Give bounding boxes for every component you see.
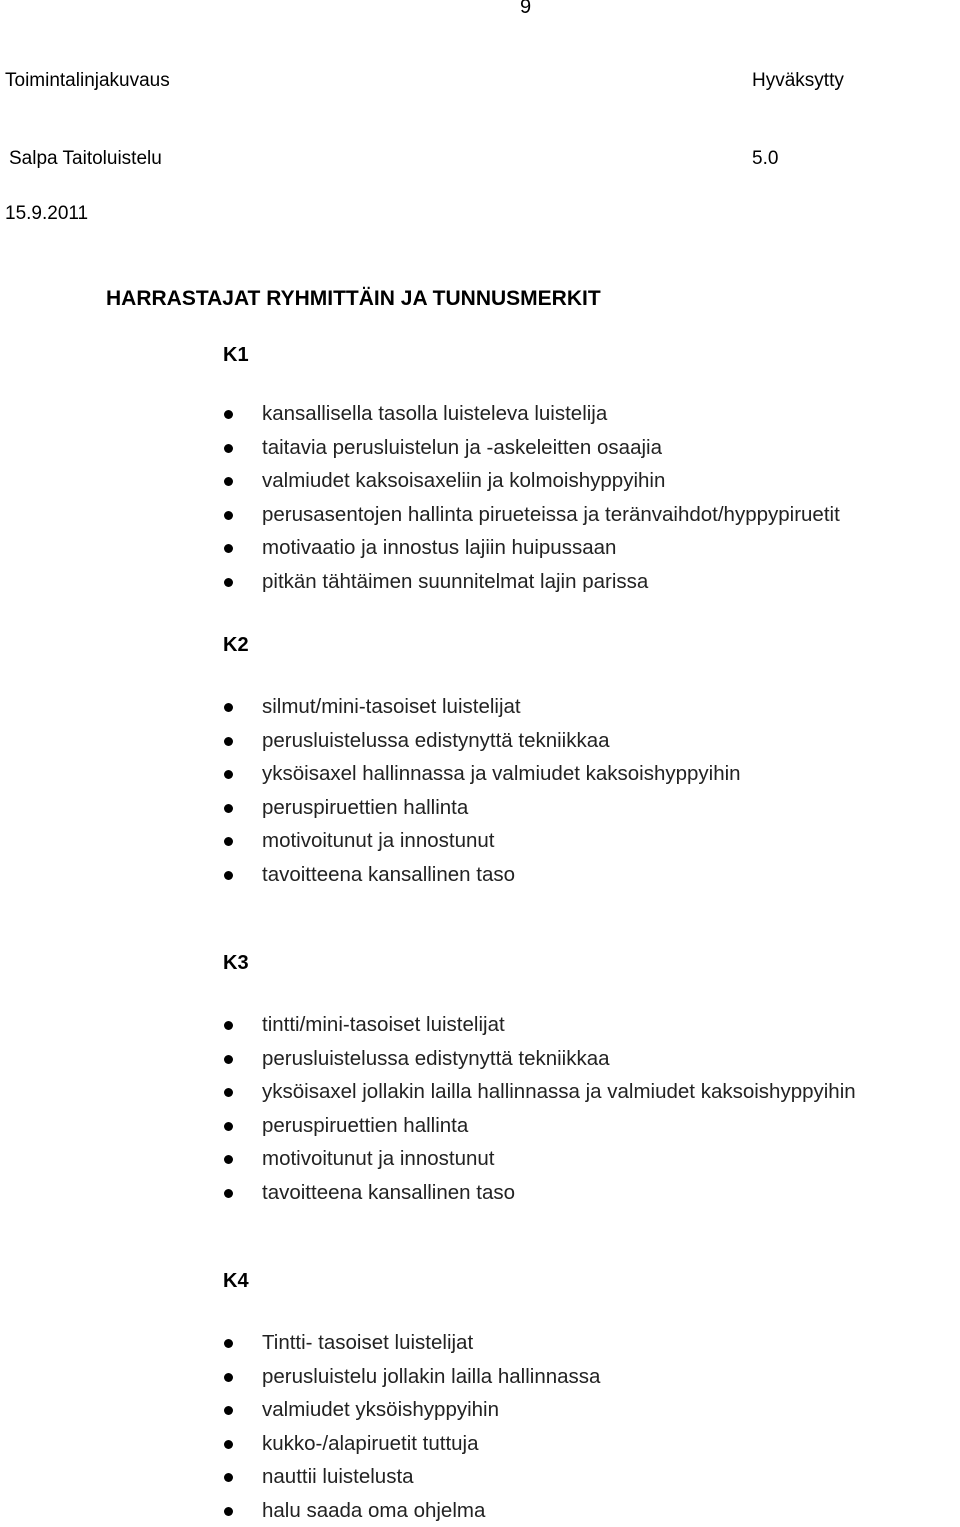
bullet-icon [224, 1122, 233, 1131]
list-item [222, 824, 741, 858]
list-item [222, 397, 840, 431]
list-item [222, 1109, 856, 1143]
group-heading-k3: K3 [223, 952, 249, 975]
group-heading-k4: K4 [223, 1270, 249, 1293]
bullet-icon [224, 1155, 233, 1164]
list-item [222, 1494, 600, 1527]
bullet-icon [224, 770, 233, 779]
group-list-k1 [222, 397, 840, 598]
list-item-text: halu saada oma ohjelma [262, 1499, 485, 1522]
bullet-icon [224, 1021, 233, 1030]
bullet-icon [224, 1406, 233, 1415]
list-item [222, 690, 741, 724]
document-type: Toimintalinjakuvaus [5, 70, 170, 92]
document-version: 5.0 [752, 148, 778, 170]
list-item [222, 1393, 600, 1427]
list-item-text: peruspiruettien hallinta [262, 796, 468, 819]
bullet-icon [224, 1440, 233, 1449]
list-item [222, 1008, 856, 1042]
bullet-icon [224, 578, 233, 587]
group-list-k2 [222, 690, 741, 891]
page-title: HARRASTAJAT RYHMITTÄIN JA TUNNUSMERKIT [106, 287, 601, 311]
list-item [222, 757, 741, 791]
list-item-text: valmiudet kaksoisaxeliin ja kolmoishyppyihin [262, 469, 665, 492]
bullet-icon [224, 703, 233, 712]
bullet-icon [224, 1339, 233, 1348]
list-item-text: motivoitunut ja innostunut [262, 829, 494, 852]
group-heading-k1: K1 [223, 344, 249, 367]
list-item-text: perusasentojen hallinta pirueteissa ja teränvaihdot/hyppypiruetit [262, 503, 840, 526]
list-item-text: kukko-/alapiruetit tuttuja [262, 1432, 479, 1455]
list-item-text: yksöisaxel hallinnassa ja valmiudet kaksoishyppyihin [262, 762, 741, 785]
list-item-text: nauttii luistelusta [262, 1465, 414, 1488]
list-item-text: taitavia perusluistelun ja -askeleitten osaajia [262, 436, 662, 459]
list-item-text: yksöisaxel jollakin lailla hallinnassa ja valmiudet kaksoishyppyihin [262, 1080, 856, 1103]
list-item [222, 1075, 856, 1109]
list-item [222, 858, 741, 892]
list-item [222, 531, 840, 565]
bullet-icon [224, 804, 233, 813]
document-status: Hyväksytty [752, 70, 844, 92]
group-list-k4 [222, 1326, 600, 1527]
bullet-icon [224, 1373, 233, 1382]
bullet-icon [224, 1507, 233, 1516]
list-item [222, 1460, 600, 1494]
list-item-text: Tintti- tasoiset luistelijat [262, 1331, 473, 1354]
list-item [222, 565, 840, 599]
list-item [222, 791, 741, 825]
bullet-icon [224, 544, 233, 553]
bullet-icon [224, 1055, 233, 1064]
list-item-text: tintti/mini-tasoiset luistelijat [262, 1013, 505, 1036]
list-item-text: kansallisella tasolla luisteleva luistelija [262, 402, 607, 425]
bullet-icon [224, 1473, 233, 1482]
list-item-text: perusluistelu jollakin lailla hallinnassa [262, 1365, 600, 1388]
organization-name: Salpa Taitoluistelu [9, 148, 162, 170]
page-number: 9 [520, 0, 531, 19]
list-item-text: valmiudet yksöishyppyihin [262, 1398, 499, 1421]
list-item-text: silmut/mini-tasoiset luistelijat [262, 695, 521, 718]
list-item-text: peruspiruettien hallinta [262, 1114, 468, 1137]
group-list-k3 [222, 1008, 856, 1209]
group-heading-k2: K2 [223, 634, 249, 657]
list-item [222, 1360, 600, 1394]
bullet-icon [224, 1088, 233, 1097]
document-date: 15.9.2011 [5, 203, 88, 225]
list-item-text: tavoitteena kansallinen taso [262, 863, 515, 886]
list-item [222, 1176, 856, 1210]
bullet-icon [224, 477, 233, 486]
bullet-icon [224, 1189, 233, 1198]
list-item-text: tavoitteena kansallinen taso [262, 1181, 515, 1204]
list-item [222, 431, 840, 465]
list-item [222, 1427, 600, 1461]
list-item-text: pitkän tähtäimen suunnitelmat lajin parissa [262, 570, 648, 593]
bullet-icon [224, 837, 233, 846]
list-item-text: motivoitunut ja innostunut [262, 1147, 494, 1170]
list-item [222, 1142, 856, 1176]
bullet-icon [224, 444, 233, 453]
bullet-icon [224, 871, 233, 880]
bullet-icon [224, 410, 233, 419]
list-item-text: perusluistelussa edistynyttä tekniikkaa [262, 1047, 610, 1070]
list-item [222, 1326, 600, 1360]
list-item [222, 464, 840, 498]
bullet-icon [224, 511, 233, 520]
list-item [222, 498, 840, 532]
list-item-text: motivaatio ja innostus lajiin huipussaan [262, 536, 616, 559]
list-item-text: perusluistelussa edistynyttä tekniikkaa [262, 729, 610, 752]
list-item [222, 1042, 856, 1076]
bullet-icon [224, 737, 233, 746]
list-item [222, 724, 741, 758]
